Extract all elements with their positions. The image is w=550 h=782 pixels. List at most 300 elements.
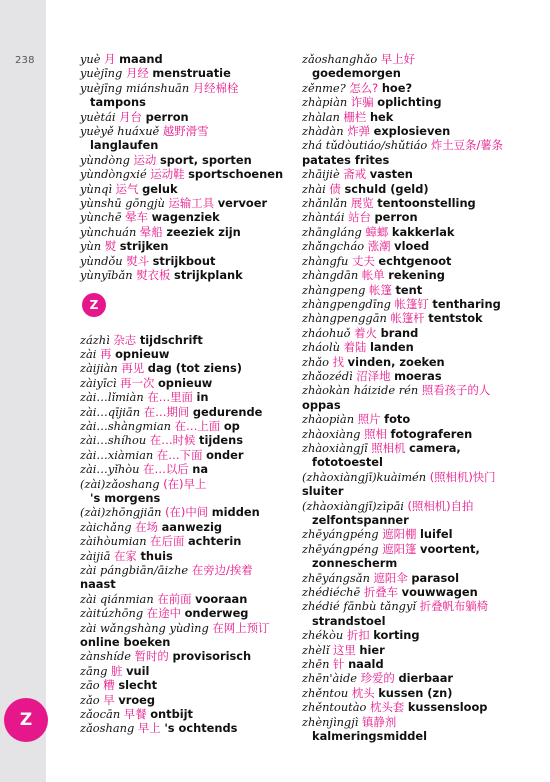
pinyin: zhàngfu <box>302 253 349 268</box>
pinyin: zài…yǐhòu <box>80 462 140 477</box>
right-column <box>302 52 532 744</box>
translation: parasol <box>411 570 459 585</box>
hanzi: 沼泽地 <box>356 368 391 383</box>
dictionary-entry <box>302 412 532 426</box>
hanzi: (在)早上 <box>163 476 207 491</box>
pinyin: yùnshū gōngjù <box>80 196 165 211</box>
translation: zeeziek zijn <box>166 224 241 239</box>
hanzi: 折叠帆布躺椅 <box>419 599 489 614</box>
pinyin: zhǎngcháo <box>302 239 365 254</box>
dictionary-entry <box>302 225 532 239</box>
dictionary-entry <box>302 52 532 66</box>
translation: tentoonstelling <box>377 196 476 211</box>
translation: camera, <box>409 440 461 455</box>
pinyin: zhàpiàn <box>302 95 348 110</box>
dictionary-entry <box>302 383 532 412</box>
translation: kakkerlak <box>391 224 455 239</box>
pinyin: zhǎo <box>302 354 329 369</box>
hanzi: 照相 <box>364 426 387 441</box>
hanzi: (照相机)自拍 <box>407 498 474 513</box>
entry-continuation <box>302 729 532 743</box>
dictionary-entry <box>80 182 286 196</box>
pinyin: zànshíde <box>80 649 131 664</box>
hanzi: 在…里面 <box>147 390 193 405</box>
hanzi: 在旁边/挨着 <box>191 563 253 577</box>
translation: brand <box>380 325 419 340</box>
dictionary-entry <box>80 433 286 447</box>
dictionary-entry <box>80 477 286 491</box>
pinyin: zhédié fānbù tǎngyǐ <box>302 599 417 614</box>
dictionary-entry <box>302 599 532 613</box>
hanzi: 早餐 <box>123 707 147 722</box>
translation: oplichting <box>377 95 442 110</box>
entry-list-y <box>80 52 286 283</box>
hanzi: 在…以后 <box>143 462 189 477</box>
pinyin: zǎoshanghǎo <box>302 52 378 66</box>
hanzi: 照相机 <box>371 440 406 455</box>
hanzi: 债 <box>329 181 341 196</box>
dictionary-entry <box>80 254 286 268</box>
hanzi: 折扣 <box>346 628 370 643</box>
translation: zonnescherm <box>312 556 398 571</box>
pinyin: zháolù <box>302 340 340 355</box>
translation: vasten <box>369 167 413 182</box>
dictionary-entry <box>80 52 286 66</box>
hanzi: 在…下面 <box>156 447 203 462</box>
translation: na <box>192 462 209 477</box>
dictionary-entry <box>302 628 532 642</box>
translation: opnieuw <box>115 346 170 361</box>
dictionary-entry <box>302 311 532 325</box>
dictionary-entry <box>80 649 286 663</box>
translation: strijken <box>119 239 169 254</box>
hanzi: 枕头套 <box>370 700 405 715</box>
hanzi: 遮阳篷 <box>382 541 417 556</box>
pinyin: zài qiánmian <box>80 591 154 606</box>
hanzi: 找 <box>332 354 345 369</box>
pinyin: zhài <box>302 181 326 196</box>
pinyin: yuèyě huáxuě <box>80 124 160 139</box>
dictionary-entry <box>302 239 532 253</box>
translation: menstruatie <box>152 66 231 81</box>
pinyin: zhēyángpéng <box>302 541 379 556</box>
hanzi: 熨 <box>104 239 117 254</box>
translation: wagenziek <box>151 210 220 225</box>
translation: korting <box>373 628 420 643</box>
hanzi: 晕车 <box>125 210 148 225</box>
letter-badge: Z <box>82 293 106 317</box>
dictionary-entry <box>80 621 286 650</box>
hanzi: 脏 <box>111 663 123 678</box>
translation: naald <box>348 657 384 672</box>
translation: dag (tot ziens) <box>147 361 242 376</box>
dictionary-entry <box>302 283 532 297</box>
dictionary-entry <box>80 549 286 563</box>
pinyin: zǎoshang <box>80 721 135 736</box>
hanzi: 针 <box>333 657 345 672</box>
translation: sportschoenen <box>188 167 284 182</box>
pinyin: zàitúzhōng <box>80 606 144 621</box>
dictionary-entry <box>80 405 286 419</box>
translation: onderweg <box>184 606 249 621</box>
pinyin: zǎo <box>80 692 100 707</box>
hanzi: 月 <box>104 52 116 66</box>
hanzi: 展览 <box>350 196 374 211</box>
entry-list-z <box>80 333 286 736</box>
section-letter-tab: Z <box>4 698 48 742</box>
hanzi: 暂时的 <box>134 649 169 664</box>
dictionary-entry <box>80 462 286 476</box>
translation: moeras <box>394 368 442 383</box>
translation: vloed <box>394 239 430 254</box>
hanzi: 糟 <box>103 678 115 693</box>
translation: sport, sporten <box>159 152 252 167</box>
translation: landen <box>370 340 414 355</box>
translation: fototoestel <box>312 455 383 470</box>
hanzi: 折叠车 <box>363 585 399 600</box>
pinyin: yùnqì <box>80 181 113 196</box>
dictionary-entry <box>80 693 286 707</box>
dictionary-entry <box>302 340 532 354</box>
translation: geluk <box>142 181 178 196</box>
hanzi: 在…上面 <box>174 418 221 433</box>
hanzi: 杂志 <box>113 332 137 347</box>
hanzi: 在场 <box>135 519 158 534</box>
pinyin: yuèjīng <box>80 66 123 81</box>
pinyin: yuèjīng miánshuān <box>80 80 190 95</box>
dictionary-entry <box>80 66 286 80</box>
hanzi: 着陆 <box>343 340 367 355</box>
pinyin: zhǎozédì <box>302 368 353 383</box>
hanzi: 照看孩子的人 <box>421 383 491 398</box>
pinyin: zhàngpengdīng <box>302 296 391 311</box>
hanzi: 遮阳棚 <box>382 527 417 542</box>
pinyin: yùndòngxié <box>80 167 147 182</box>
pinyin: yùnchuán <box>80 224 137 239</box>
pinyin: zàijiàn <box>80 361 118 376</box>
translation: strijkplank <box>174 268 243 283</box>
dictionary-entry <box>80 347 286 361</box>
dictionary-entry <box>80 225 286 239</box>
pinyin: zázhì <box>80 332 110 347</box>
hanzi: 镇静剂 <box>362 714 397 729</box>
hanzi: 帐单 <box>361 268 385 283</box>
hanzi: 早上 <box>137 721 161 736</box>
translation: online boeken <box>80 635 171 650</box>
hanzi: 站台 <box>348 210 371 225</box>
dictionary-entry <box>80 534 286 548</box>
pinyin: zhàntái <box>302 210 345 225</box>
hanzi: 运输工具 <box>168 196 215 211</box>
hanzi: 在网上预订 <box>212 620 270 635</box>
pinyin: zài wǎngshàng yùdìng <box>80 620 209 635</box>
hanzi: 熨衣板 <box>136 268 171 283</box>
pinyin: zhàngpenggān <box>302 311 387 326</box>
translation: kalmeringsmiddel <box>312 729 428 744</box>
translation: perron <box>145 109 189 124</box>
dictionary-entry <box>302 81 532 95</box>
dictionary-entry <box>302 657 532 671</box>
pinyin: zhēn'àide <box>302 671 358 686</box>
translation: voortent, <box>420 541 480 556</box>
hanzi: 照片 <box>357 412 381 427</box>
translation: tijdschrift <box>139 332 203 347</box>
hanzi: 珍爱的 <box>360 671 395 686</box>
translation: zelfontspanner <box>312 513 409 527</box>
hanzi: 炸弹 <box>347 124 370 139</box>
hanzi: 这里 <box>333 642 356 657</box>
dictionary-entry <box>302 542 532 556</box>
translation: vervoer <box>217 196 268 211</box>
pinyin: (zhàoxiàngjī)zìpāi <box>302 498 404 513</box>
translation: onder <box>206 447 244 462</box>
translation: achterin <box>187 534 242 549</box>
translation: tent <box>395 282 423 297</box>
pinyin: zěnme? <box>302 80 346 95</box>
pinyin: yùnyībǎn <box>80 268 133 283</box>
dictionary-entry <box>80 376 286 390</box>
pinyin: zhàoxiàng <box>302 426 361 441</box>
dictionary-entry <box>302 210 532 224</box>
pinyin: zhāngláng <box>302 224 362 239</box>
dictionary-entry <box>302 700 532 714</box>
entry-continuation <box>80 491 286 505</box>
translation: oppas <box>302 397 341 412</box>
translation: gedurende <box>192 404 263 419</box>
pinyin: zhāijiè <box>302 167 340 182</box>
dictionary-entry <box>302 671 532 685</box>
translation: tentharing <box>432 296 501 311</box>
dictionary-entry <box>80 678 286 692</box>
hanzi: 月经棉栓 <box>192 80 239 95</box>
translation: echtgenoot <box>378 253 452 268</box>
pinyin: zhēn <box>302 657 330 672</box>
dictionary-entry <box>80 390 286 404</box>
translation: foto <box>384 412 411 427</box>
dictionary-entry <box>80 333 286 347</box>
translation: naast <box>80 577 116 592</box>
pinyin: zǎocān <box>80 707 121 722</box>
translation: midden <box>211 505 260 520</box>
pinyin: (zài)zǎoshang <box>80 476 160 491</box>
translation: slecht <box>118 678 158 693</box>
hanzi: (照相机)快门 <box>429 469 496 484</box>
pinyin: zhàngdān <box>302 268 359 283</box>
pinyin: zhēyángpéng <box>302 527 379 542</box>
hanzi: 枕头 <box>351 685 375 700</box>
translation: kussensloop <box>407 700 488 715</box>
pinyin: zhàlan <box>302 109 340 124</box>
pinyin: zhàoxiàngjī <box>302 440 368 455</box>
pinyin: zài…qījiān <box>80 404 141 419</box>
translation: hek <box>369 109 394 124</box>
translation: vroeg <box>118 692 156 707</box>
hanzi: 早上好 <box>380 52 416 66</box>
dictionary-entry <box>302 124 532 138</box>
dictionary-entry <box>80 419 286 433</box>
dictionary-entry <box>80 520 286 534</box>
hanzi: (在)中间 <box>165 505 209 520</box>
translation: ontbijt <box>150 707 194 722</box>
hanzi: 帐篷杆 <box>390 311 425 326</box>
dictionary-entry <box>80 239 286 253</box>
translation: 's ochtends <box>164 721 238 736</box>
dictionary-entry <box>80 167 286 181</box>
translation: vinden, zoeken <box>347 354 445 369</box>
pinyin: zhá tǔdòutiáo/shǔtiáo <box>302 138 428 153</box>
translation: op <box>223 418 240 433</box>
translation: maand <box>119 52 163 66</box>
hanzi: 栅栏 <box>343 109 367 124</box>
translation: explosieven <box>373 124 451 139</box>
dictionary-entry <box>80 563 286 592</box>
pinyin: zhènjìngjì <box>302 714 359 729</box>
dictionary-entry <box>80 124 286 138</box>
pinyin: zhàopiàn <box>302 412 355 427</box>
translation: hoe? <box>381 80 413 95</box>
pinyin: zhédiéchē <box>302 585 361 600</box>
pinyin: yùn <box>80 239 102 254</box>
dictionary-entry <box>80 721 286 735</box>
pinyin: zhèlǐ <box>302 642 330 657</box>
dictionary-entry <box>302 182 532 196</box>
translation: vooraan <box>195 591 248 606</box>
dictionary-entry <box>302 326 532 340</box>
hanzi: 炸土豆条/薯条 <box>430 138 504 153</box>
entry-continuation <box>302 513 532 527</box>
pinyin: zài…lǐmiàn <box>80 390 144 405</box>
dictionary-entry <box>302 715 532 729</box>
translation: dierbaar <box>398 671 453 686</box>
dictionary-entry <box>302 355 532 369</box>
dictionary-entry <box>302 571 532 585</box>
hanzi: 越野滑雪 <box>162 124 209 139</box>
pinyin: zhǎnlǎn <box>302 196 348 211</box>
hanzi: 丈夫 <box>351 253 375 268</box>
entry-continuation <box>80 95 286 109</box>
letter-heading <box>80 283 286 333</box>
pinyin: zài <box>80 346 97 361</box>
hanzi: 涨潮 <box>367 239 391 254</box>
translation: vuil <box>126 663 150 678</box>
translation: tentstok <box>428 311 483 326</box>
translation: vouwwagen <box>401 585 478 600</box>
hanzi: 在途中 <box>146 606 181 621</box>
dictionary-entry <box>302 254 532 268</box>
hanzi: 再一次 <box>120 375 155 390</box>
entry-continuation <box>302 614 532 628</box>
hanzi: 在…时候 <box>149 433 196 448</box>
dictionary-entry <box>302 499 532 513</box>
dictionary-entry <box>302 138 532 167</box>
hanzi: 在家 <box>114 548 137 563</box>
translation: 's morgens <box>90 490 161 505</box>
dictionary-entry <box>80 268 286 282</box>
translation: luifel <box>420 527 453 542</box>
dictionary-entry <box>302 167 532 181</box>
translation: strijkbout <box>152 253 216 268</box>
translation: goedemorgen <box>312 66 401 81</box>
hanzi: 帐篷 <box>369 282 392 297</box>
entry-continuation <box>80 138 286 152</box>
translation: hier <box>359 642 385 657</box>
translation: kussen (zn) <box>378 685 453 700</box>
page-number: 238 <box>15 55 35 66</box>
pinyin: yuètái <box>80 109 116 124</box>
left-column <box>80 52 286 736</box>
pinyin: zài pángbiān/āizhe <box>80 563 189 577</box>
entry-continuation <box>302 455 532 469</box>
translation: strandstoel <box>312 613 386 628</box>
dictionary-entry <box>302 427 532 441</box>
translation: langlaufen <box>90 138 159 153</box>
dictionary-entry <box>302 470 532 499</box>
hanzi: 再 <box>100 346 112 361</box>
translation: rekening <box>388 268 445 283</box>
hanzi: 在…期间 <box>143 404 190 419</box>
dictionary-entry <box>80 505 286 519</box>
pinyin: zāo <box>80 678 100 693</box>
dictionary-entry <box>80 110 286 124</box>
pinyin: (zài)zhōngjiān <box>80 505 162 520</box>
pinyin: zāng <box>80 663 108 678</box>
pinyin: zàihòumian <box>80 534 147 549</box>
dictionary-entry <box>302 585 532 599</box>
dictionary-entry <box>80 448 286 462</box>
pinyin: zhàngpeng <box>302 282 366 297</box>
hanzi: 月台 <box>119 109 142 124</box>
dictionary-entry <box>302 369 532 383</box>
dictionary-entry <box>302 95 532 109</box>
entry-list-z-continued <box>302 52 532 744</box>
pinyin: zài…xiàmian <box>80 447 154 462</box>
translation: patates frites <box>302 152 390 167</box>
pinyin: zàijiā <box>80 548 111 563</box>
translation: aanwezig <box>161 519 223 534</box>
hanzi: 帐篷钉 <box>394 296 429 311</box>
translation: sluiter <box>302 484 344 499</box>
hanzi: 在前面 <box>157 591 192 606</box>
translation: schuld (geld) <box>344 181 429 196</box>
pinyin: yùndǒu <box>80 253 123 268</box>
hanzi: 斋戒 <box>343 167 367 182</box>
dictionary-entry <box>80 196 286 210</box>
hanzi: 早 <box>103 692 115 707</box>
hanzi: 运动 <box>133 152 157 167</box>
translation: tijdens <box>199 433 244 448</box>
dictionary-entry <box>302 196 532 210</box>
hanzi: 再见 <box>121 361 145 376</box>
dictionary-entry <box>302 643 532 657</box>
hanzi: 运气 <box>115 181 139 196</box>
pinyin: zhàokàn háizide rén <box>302 383 419 398</box>
pinyin: zài…shàngmian <box>80 418 171 433</box>
pinyin: yùndòng <box>80 152 130 167</box>
dictionary-entry <box>302 268 532 282</box>
pinyin: yùnchē <box>80 210 122 225</box>
translation: thuis <box>140 548 173 563</box>
pinyin: zhàdàn <box>302 124 344 139</box>
dictionary-entry <box>80 707 286 721</box>
pinyin: yuè <box>80 52 101 66</box>
pinyin: zhēyángsǎn <box>302 570 370 585</box>
hanzi: 在后面 <box>150 534 185 549</box>
entry-continuation <box>302 556 532 570</box>
dictionary-entry <box>80 361 286 375</box>
dictionary-entry <box>80 210 286 224</box>
dictionary-entry <box>80 81 286 95</box>
pinyin: zháohuǒ <box>302 325 351 340</box>
